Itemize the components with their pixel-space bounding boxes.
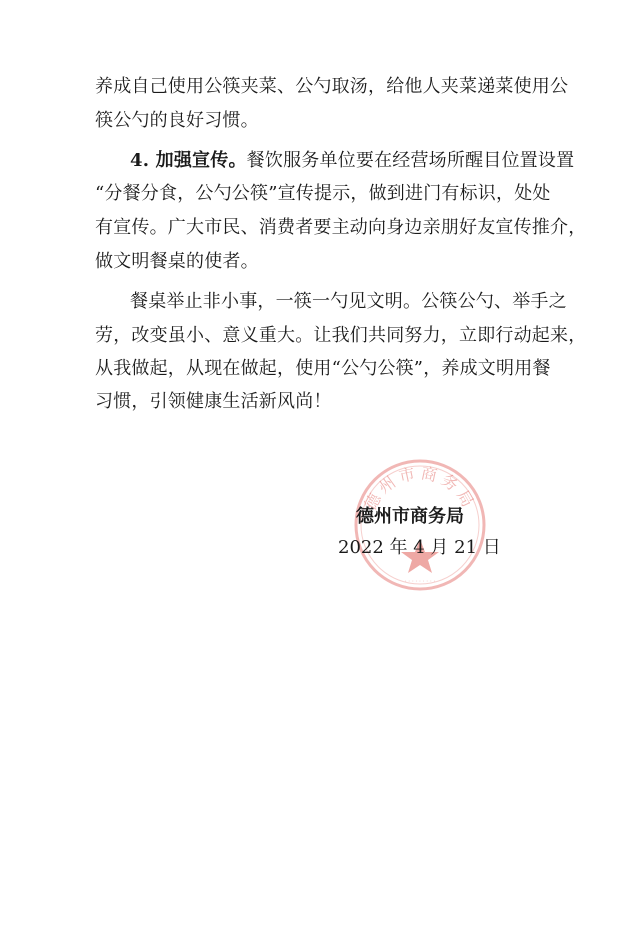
issuer-name: 德州市商务局	[356, 506, 464, 527]
closing-line-4: 习惯，引领健康生活新风尚！	[95, 391, 332, 412]
issue-date: 2022 年 4 月 21 日	[338, 537, 501, 558]
item4-heading: 4. 加强宣传。	[130, 150, 247, 171]
item4-line-3: 有宣传。广大市民、消费者要主动向身边亲朋好友宣传推介，	[95, 217, 587, 238]
closing-line-2: 劳，改变虽小、意义重大。让我们共同努力，立即行动起来，	[95, 325, 587, 346]
item4-line-1	[130, 150, 574, 172]
item4-line-4: 做文明餐桌的使者。	[95, 251, 259, 272]
closing-line-1: 餐桌举止非小事，一筷一勺见文明。公筷公勺、举手之	[130, 291, 567, 312]
closing-line-3: 从我做起，从现在做起，使用“公勺公筷”，养成文明用餐	[95, 358, 551, 379]
item4-line1-text: 餐饮服务单位要在经营场所醒目位置设置	[246, 150, 575, 171]
seal-text: 德州市商务局	[360, 463, 480, 514]
item4-line-2: “分餐分食，公勺公筷”宣传提示，做到进门有标识，处处	[95, 183, 551, 204]
continuation-line-2: 筷公勺的良好习惯。	[95, 110, 259, 131]
continuation-line-1: 养成自己使用公筷夹菜、公勺取汤，给他人夹菜递菜使用公	[95, 76, 569, 97]
svg-text:·········: ·········	[403, 578, 437, 585]
